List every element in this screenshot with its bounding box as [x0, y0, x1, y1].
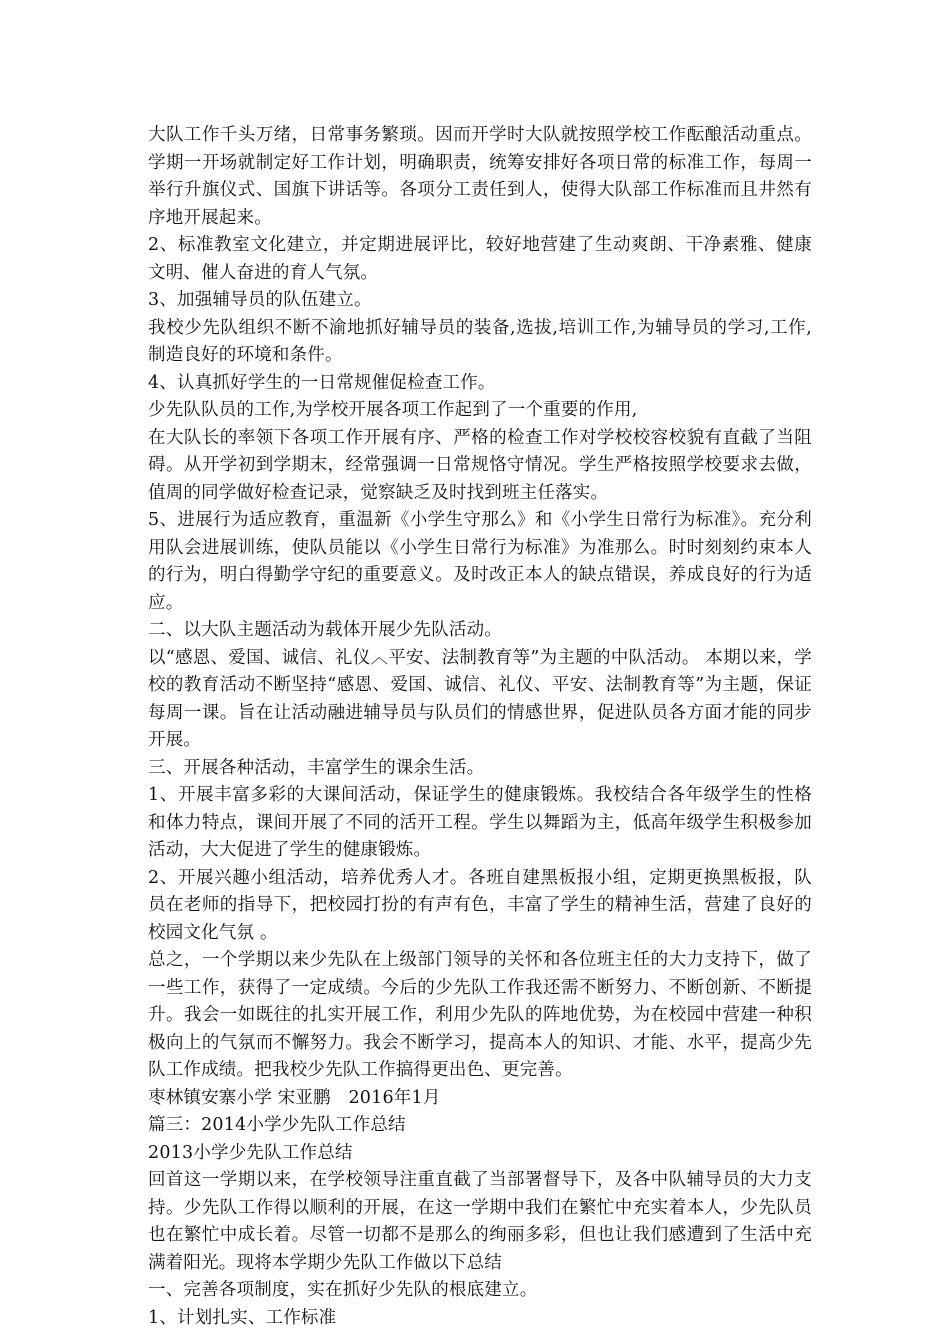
document-title: 2013小学少先队工作总结 [148, 1142, 353, 1163]
section-heading-3: 三、开展各种活动，丰富学生的课余生活。 [148, 757, 485, 778]
paragraph-interest-groups: 2、开展兴趣小组活动，培养优秀人才。各班自建黑板报小组，定期更换黑板报，队员在老师的指导下，把校园打扮的有声有色，丰富了学生的精神生活，营建了良好的校园文化气氛 。 [148, 867, 812, 943]
signature-line: 枣林镇安寨小学 宋亚鹏 2016年1月 [148, 1087, 441, 1108]
paragraph-team-work: 少先队队员的工作,为学校开展各项工作起到了一个重要的作用, [148, 400, 638, 420]
chapter-heading: 篇三：2014小学少先队工作总结 [148, 1115, 406, 1135]
paragraph-item-5-habits: 5、进展行为适应教育，重温新《小学生守那么》和《小学生日常行为标准》。充分利用队会进展训练，使队员能以《小学生日常行为标准》为准那么。时时刻刻约束本人的行为，明白得勤学守纪的重要意义。及时改正本人的缺点错误，养成良好的行为适应。 [148, 510, 812, 613]
paragraph-item-4-heading: 4、认真抓好学生的一日常规催促检查工作。 [148, 372, 496, 393]
paragraph-conclusion: 总之，一个学期以来少先队在上级部门领导的关怀和各位班主任的大力支持下，做了一些工作，获得了一定成绩。今后的少先队工作我还需不断努力、不断创新、不断提升。我会一如既往的扎实开展工作，利用少先队的阵地优势，为在校园中营建一种积极向上的气氛而不懈努力。我会不断学习，提高本人的知识、才能、水平，提高少先队工作成绩。把我校少先队工作搞得更出色、更完善。 [148, 950, 812, 1080]
paragraph-theme-activities: 以“感恩、爱国、诚信、礼仪︿平安、法制教育等”为主题的中队活动。 本期以来，学校的教育活动不断坚持“感恩、爱国、诚信、礼仪、平安、法制教育等”为主题，保证每周一课。旨在让活动融进辅导员与队员们的情感世界，促进队员各方面才能的同步开展。 [148, 647, 812, 750]
paragraph-counselor-training: 我校少先队组织不断不渝地抓好辅导员的装备,选拔,培训工作,为辅导员的学习,工作,制造良好的环境和条件。 [148, 317, 812, 365]
paragraph-item-2-classroom: 2、标准教室文化建立，并定期进展评比，较好地营建了生动爽朗、干净素雅、健康文明、催人奋进的育人气氛。 [148, 235, 812, 283]
paragraph-intro: 大队工作千头万绪，日常事务繁琐。因而开学时大队就按照学校工作酝酿活动重点。学期一开场就制定好工作计划，明确职责，统筹安排好各项日常的标准工作，每周一举行升旗仪式、国旗下讲话等。各项分工责任到人，使得大队部工作标准而且井然有序地开展起来。 [148, 125, 812, 228]
paragraph-recess-activities: 1、开展丰富多彩的大课间活动，保证学生的健康锻炼。我校结合各年级学生的性格和体力特点，课间开展了不同的活开工程。学生以舞蹈为主，低高年级学生积极参加活动，大大促进了学生的健康锻炼。 [148, 785, 812, 860]
paragraph-item-3-heading: 3、加强辅导员的队伍建立。 [148, 290, 372, 310]
document-body [148, 122, 812, 1332]
section-heading-2: 二、以大队主题活动为载体开展少先队活动。 [148, 620, 502, 640]
paragraph-review: 回首这一学期以来，在学校领导注重直截了当部署督导下，及各中队辅导员的大力支持。少先队工作得以顺利的开展，在这一学期中我们在繁忙中充实着本人，少先队员也在繁忙中成长着。尽管一切都不是那么的绚丽多彩，但也让我们感遭到了生活中充满着阳光。现将本学期少先队工作做以下总结 [148, 1170, 812, 1273]
paragraph-inspection: 在大队长的率领下各项工作开展有序、严格的检查工作对学校校容校貌有直截了当阻碍。从开学初到学期末，经常强调一日常规恪守情况。学生严格按照学校要求去做，值周的同学做好检查记录，觉察缺乏及时找到班主任落实。 [148, 427, 812, 503]
subheading-plan: 1、计划扎实、工作标准 [148, 1307, 337, 1328]
section-heading-1: 一、完善各项制度，实在抓好少先队的根底建立。 [148, 1280, 538, 1300]
